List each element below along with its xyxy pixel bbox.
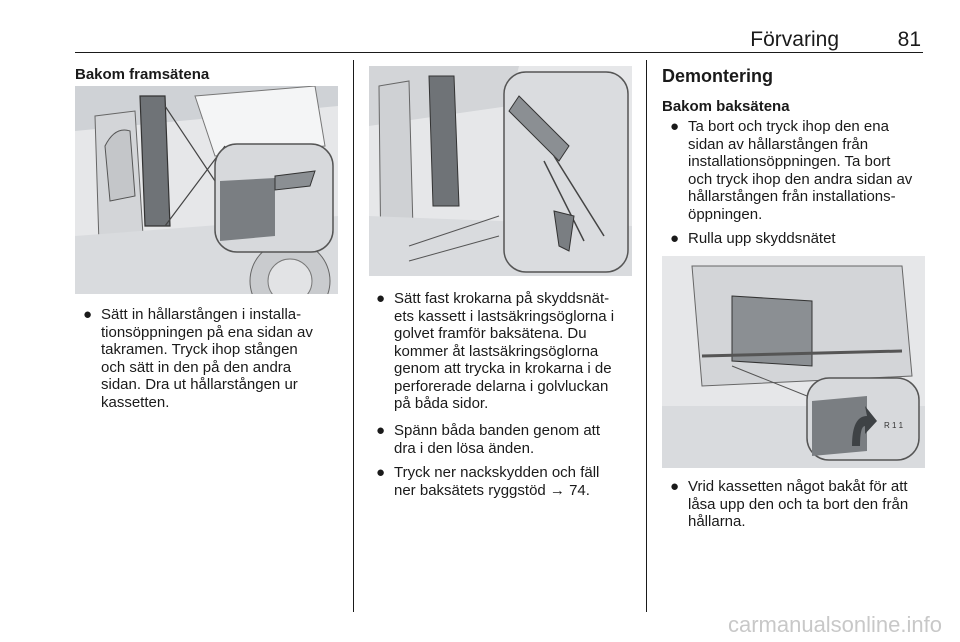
page-header xyxy=(75,28,923,52)
bullet-text: Spänn båda banden genom att dra i den lösa änden. xyxy=(394,422,601,457)
bullet-text: Tryck ner nackskydden och fäll ner baksätets ryggstöd → 74. xyxy=(394,464,600,499)
bullet-remove-holder-rod xyxy=(670,118,932,223)
bullet-text: Vrid kassetten något bakåt för att låsa upp den och ta bort den från hållarna. xyxy=(688,478,909,530)
bullet-text: Ta bort och tryck ihop den ena sidan av hållarstången från installationsöppningen. Ta bort och tryck ihop den andra sidan av hållarstången från installations- öppningen. xyxy=(688,118,913,223)
illustration-hooks xyxy=(369,66,632,276)
column-divider-left xyxy=(353,60,354,612)
bullet-fold-seatbacks xyxy=(376,464,638,499)
header-rule xyxy=(75,52,923,53)
bullet-text: Rulla upp skyddsnätet xyxy=(688,230,836,247)
bullet-symbol: ● xyxy=(376,464,386,481)
cassette-label: R 1 1 xyxy=(884,421,904,430)
bullet-insert-holder-rod xyxy=(83,306,345,411)
illustration-front-seats xyxy=(75,86,338,294)
figure-remove-cassette xyxy=(662,256,925,468)
watermark: carmanualsonline.info xyxy=(727,612,942,637)
section-subheading-rear-seats: Bakom baksätena xyxy=(662,98,790,115)
figure-front-seats-install xyxy=(75,86,338,294)
page-title: Förvaring xyxy=(750,28,839,51)
bullet-text: Sätt in hållarstången i installa- tionsöppningen på ena sidan av takramen. Tryck ihop stången och sätt in den på den andra sidan. Dra ut hållarstången ur kassetten. xyxy=(101,306,313,411)
bullet-symbol: ● xyxy=(670,230,680,247)
bullet-symbol: ● xyxy=(670,118,680,135)
bullet-symbol: ● xyxy=(670,478,680,495)
section-subheading-front-seats: Bakom framsätena xyxy=(75,66,210,83)
column-divider-right xyxy=(646,60,647,612)
bullet-roll-up-net xyxy=(670,230,932,248)
bullet-symbol: ● xyxy=(376,290,386,307)
bullet-symbol: ● xyxy=(83,306,93,323)
bullet-rotate-cassette xyxy=(670,478,932,531)
bullet-tighten-straps xyxy=(376,422,638,457)
bullet-attach-hooks xyxy=(376,290,638,413)
figure-hooks-cargo-eyes xyxy=(369,66,632,276)
illustration-cassette xyxy=(662,256,925,468)
page-number: 81 xyxy=(897,28,921,51)
section-heading-removal: Demontering xyxy=(662,66,774,86)
bullet-text: Sätt fast krokarna på skyddsnät- ets kassett i lastsäkringsöglorna i golvet framför baksätena. Du kommer åt lastsäkringsöglorna genom att trycka in krokarna i de perforerade delarna i golvluckan på båda sidor. xyxy=(394,290,615,412)
bullet-symbol: ● xyxy=(376,422,386,439)
